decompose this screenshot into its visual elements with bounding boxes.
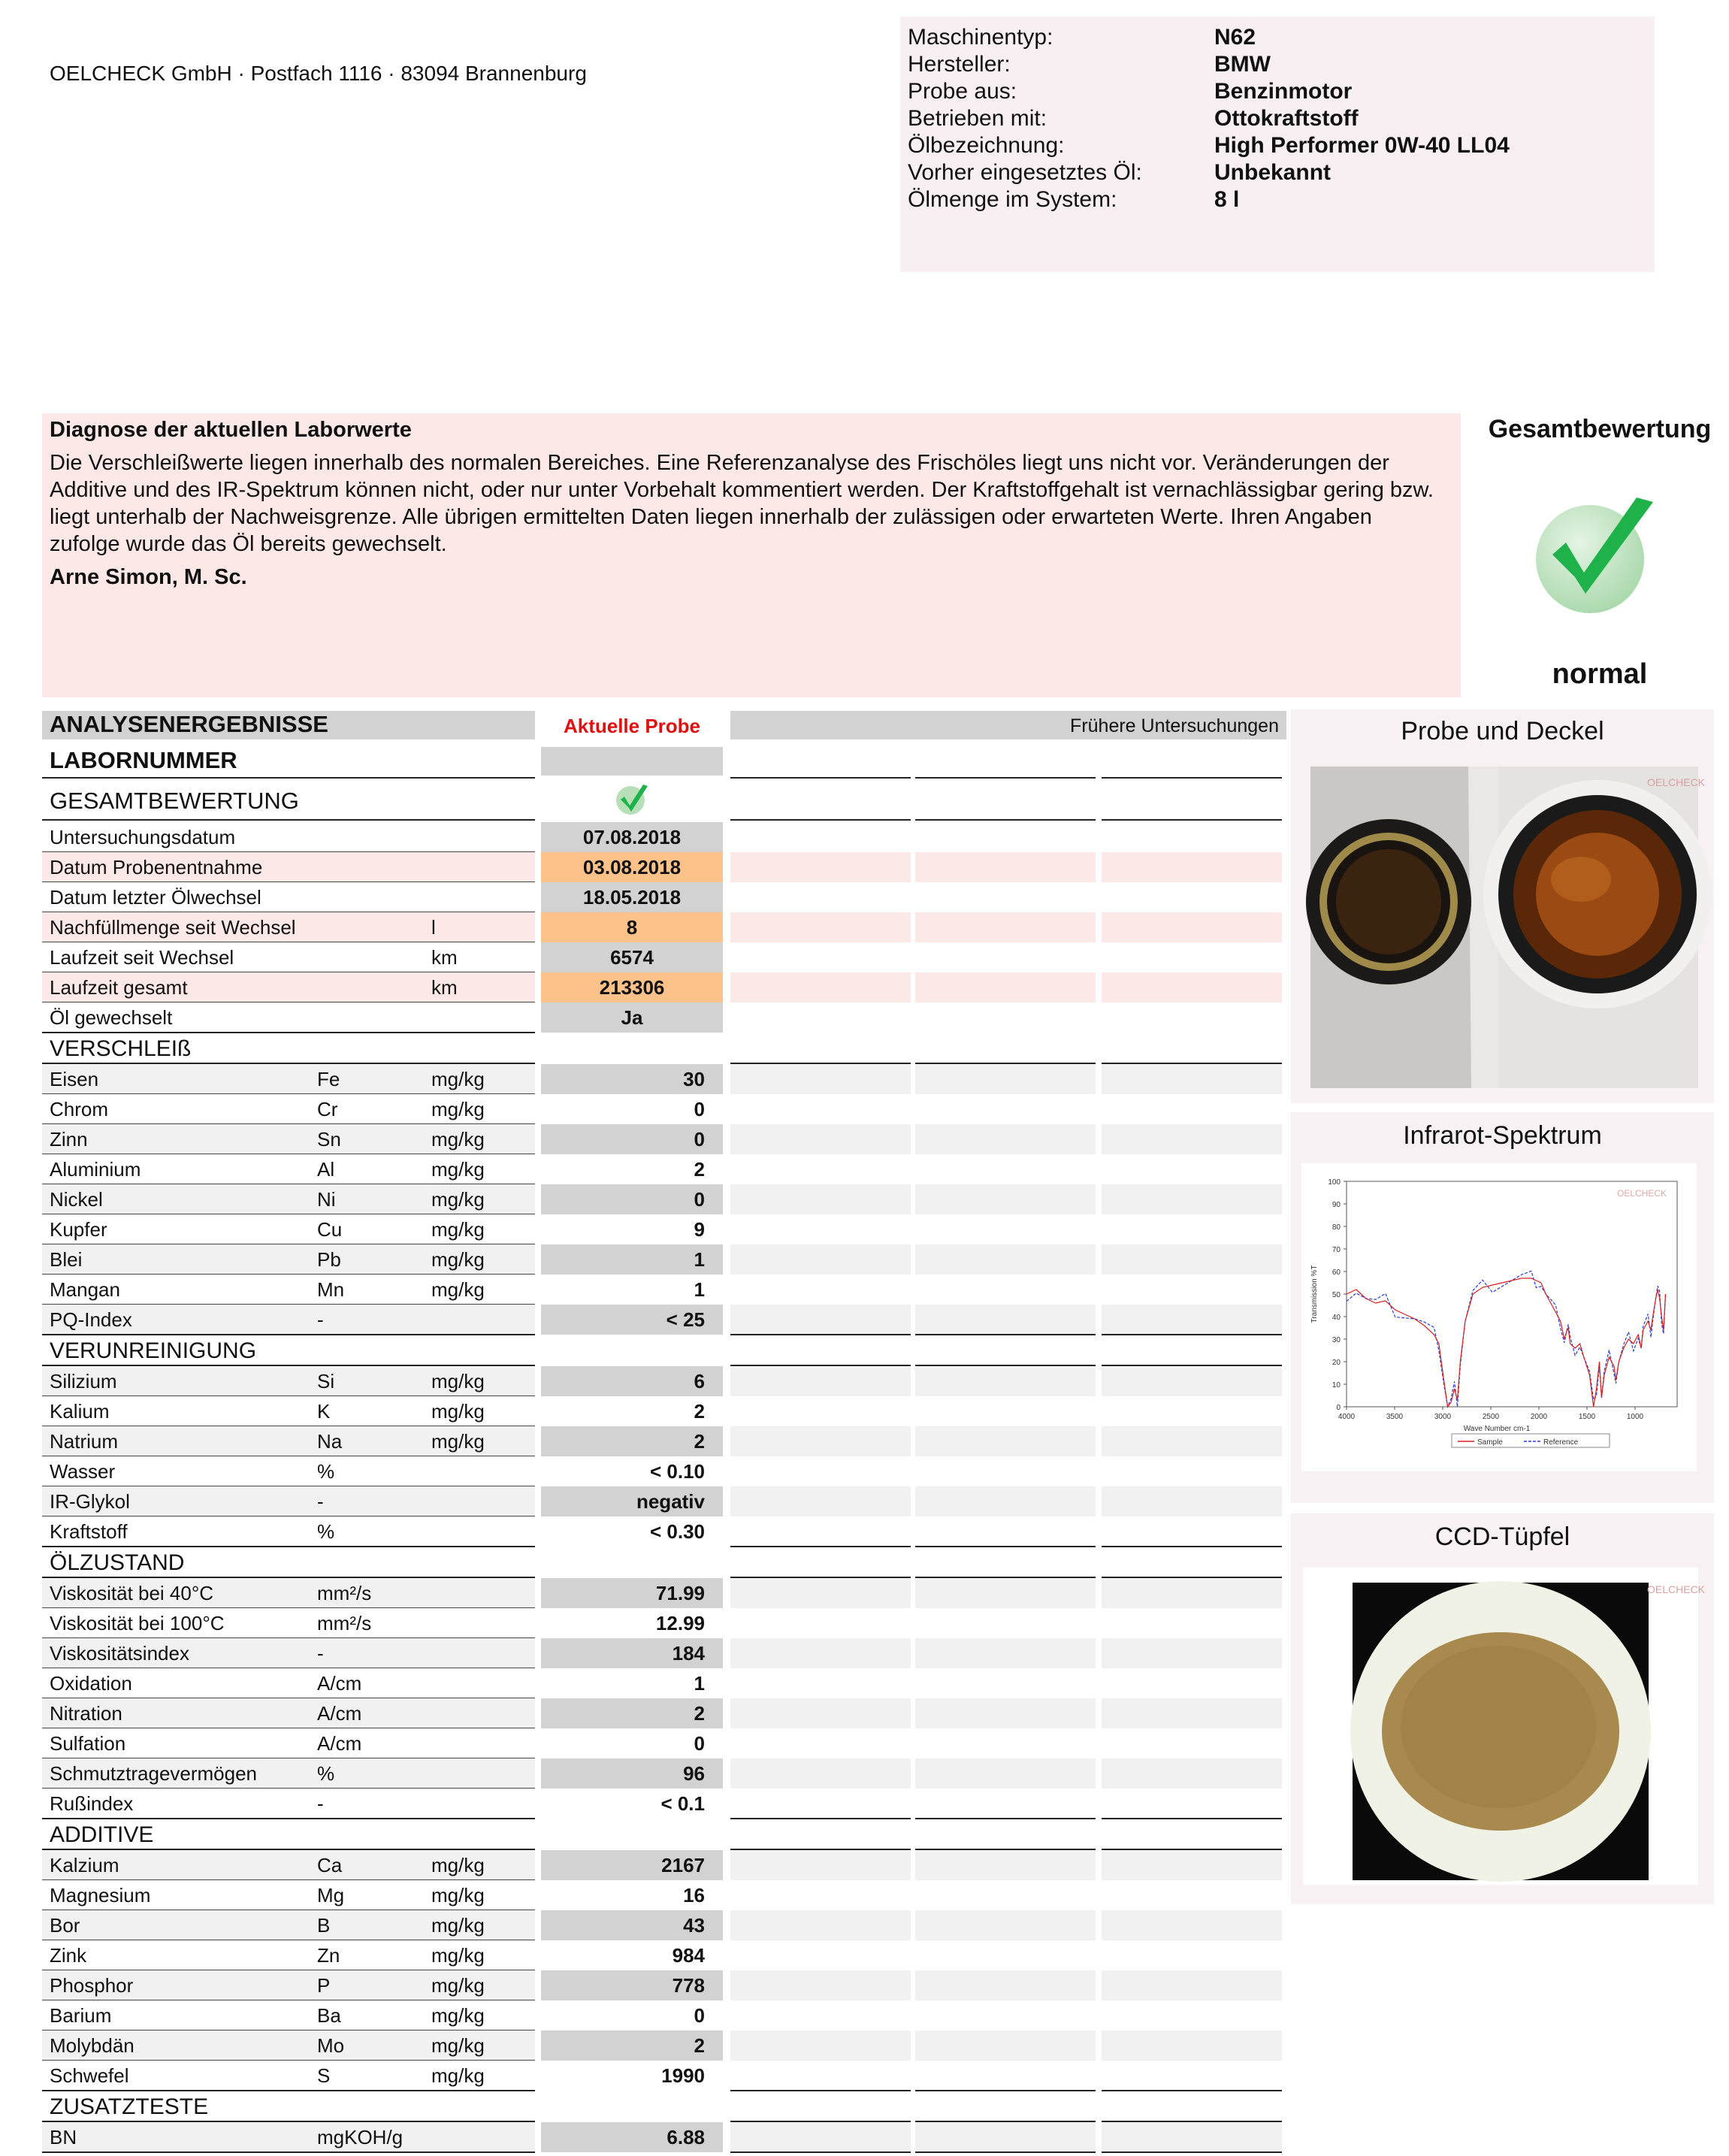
previous-cell-bg — [730, 1064, 911, 1094]
machine-value: Benzinmotor — [1214, 79, 1353, 104]
previous-cell-bg — [1102, 852, 1282, 882]
row-divider — [730, 2151, 911, 2153]
row-divider — [1102, 777, 1282, 779]
parameter-symbol: - — [317, 1792, 324, 1815]
x-tick-label: 1000 — [1626, 1413, 1644, 1421]
previous-cell-bg — [915, 1970, 1096, 2000]
parameter-value: 1 — [694, 1672, 705, 1695]
parameter-symbol: Ba — [317, 2004, 341, 2027]
previous-cell-bg — [915, 1124, 1096, 1154]
parameter-value: < 0.10 — [649, 1460, 705, 1483]
parameter-value: 71.99 — [655, 1582, 705, 1604]
parameter-value: < 0.1 — [660, 1792, 705, 1815]
parameter-unit: mg/kg — [431, 2064, 485, 2087]
watermark: OELCHECK — [1647, 1583, 1706, 1595]
parameter-value: < 0.30 — [649, 1520, 705, 1543]
legend-box — [1452, 1434, 1610, 1447]
previous-cell-bg — [730, 1124, 911, 1154]
parameter-name: Aluminium — [50, 1158, 141, 1181]
photo-panel — [1291, 709, 1714, 1103]
machine-label: Vorher eingesetztes Öl: — [908, 160, 1142, 185]
previous-cell-bg — [730, 1486, 911, 1516]
section-title: ADDITIVE — [50, 1822, 154, 1847]
parameter-name: Oxidation — [50, 1672, 132, 1695]
parameter-unit: mg/kg — [431, 1430, 485, 1453]
parameter-unit: mg/kg — [431, 1914, 485, 1937]
parameter-name: Zink — [50, 1944, 87, 1967]
previous-cell-bg — [915, 1578, 1096, 1608]
previous-cell-bg — [1102, 1064, 1282, 1094]
parameter-value: 0 — [694, 1188, 705, 1211]
machine-value: BMW — [1214, 52, 1271, 77]
previous-cell-bg — [915, 1366, 1096, 1396]
parameter-symbol: A/cm — [317, 1672, 362, 1695]
previous-cell-bg — [730, 1758, 911, 1789]
parameter-name: Kraftstoff — [50, 1520, 128, 1543]
parameter-name: Schmutztragevermögen — [50, 1762, 258, 1785]
overall-status: normal — [1552, 658, 1648, 690]
y-tick-label: 30 — [1332, 1336, 1341, 1344]
y-tick-label: 100 — [1328, 1178, 1341, 1187]
parameter-value: 2 — [694, 2034, 705, 2057]
parameter-symbol: Mn — [317, 1278, 345, 1301]
row-divider — [915, 2151, 1096, 2153]
parameter-name: Chrom — [50, 1098, 109, 1120]
row-divider — [915, 1818, 1096, 1819]
previous-cell-bg — [1102, 1486, 1282, 1516]
previous-cell-bg — [1102, 1426, 1282, 1456]
row-divider — [1102, 1334, 1282, 1335]
parameter-value: 18.05.2018 — [582, 886, 682, 909]
ir-panel — [1291, 1112, 1714, 1503]
x-tick-label: 1500 — [1578, 1413, 1596, 1421]
machine-info-box — [900, 17, 1655, 272]
previous-cell-bg — [1102, 1970, 1282, 2000]
row-divider — [915, 1334, 1096, 1335]
parameter-symbol: A/cm — [317, 1732, 362, 1755]
y-tick-label: 80 — [1332, 1223, 1341, 1232]
parameter-value: negativ — [636, 1490, 705, 1513]
parameter-unit: km — [431, 976, 458, 999]
watermark: OELCHECK — [1647, 776, 1706, 788]
parameter-value: 0 — [694, 1732, 705, 1755]
parameter-name: PQ-Index — [50, 1308, 132, 1331]
legend-label-reference: Reference — [1543, 1438, 1579, 1447]
previous-cell-bg — [730, 912, 911, 942]
parameter-name: Phosphor — [50, 1974, 134, 1997]
previous-cell-bg — [730, 1366, 911, 1396]
previous-cell-bg — [1102, 1910, 1282, 1940]
parameter-name: Nachfüllmenge seit Wechsel — [50, 916, 296, 939]
parameter-unit: l — [431, 916, 436, 939]
parameter-name: Untersuchungsdatum — [50, 826, 236, 848]
parameter-name: Blei — [50, 1248, 83, 1271]
row-divider — [42, 1546, 535, 1547]
x-tick-label: 2000 — [1530, 1413, 1548, 1421]
parameter-name: Rußindex — [50, 1792, 134, 1815]
parameter-symbol: - — [317, 1642, 324, 1665]
row-divider — [42, 777, 535, 779]
row-divider — [730, 2090, 911, 2091]
parameter-symbol: Si — [317, 1370, 335, 1392]
parameter-symbol: Cu — [317, 1218, 343, 1241]
machine-value: 8 l — [1214, 187, 1240, 212]
parameter-value: 984 — [672, 1944, 705, 1967]
previous-cell-bg — [915, 2031, 1096, 2061]
y-axis-label: Transmission %T — [1310, 1265, 1319, 1323]
parameter-value: 2167 — [661, 1854, 705, 1876]
parameter-name: Nitration — [50, 1702, 122, 1725]
parameter-value: 2 — [694, 1430, 705, 1453]
y-tick-label: 60 — [1332, 1269, 1341, 1277]
diagnosis-signature: Arne Simon, M. Sc. — [50, 565, 247, 589]
row-divider — [1102, 2151, 1282, 2153]
previous-cell-bg — [1102, 1366, 1282, 1396]
row-divider — [1102, 1818, 1282, 1819]
parameter-unit: mg/kg — [431, 1974, 485, 1997]
parameter-symbol: Ca — [317, 1854, 343, 1876]
parameter-name: Silizium — [50, 1370, 117, 1392]
parameter-symbol: Mg — [317, 1884, 345, 1907]
parameter-symbol: Fe — [317, 1068, 340, 1090]
row-divider — [42, 1032, 535, 1033]
parameter-unit: mg/kg — [431, 2004, 485, 2027]
parameter-value: 1990 — [661, 2064, 705, 2087]
previous-cell-bg — [915, 1758, 1096, 1789]
diagnosis-title: Diagnose der aktuellen Laborwerte — [50, 418, 412, 442]
previous-cell-bg — [915, 1910, 1096, 1940]
parameter-value: 43 — [683, 1914, 705, 1937]
parameter-value: 184 — [672, 1642, 705, 1665]
ccd-panel — [1291, 1513, 1714, 1904]
parameter-name: Kalium — [50, 1400, 110, 1423]
parameter-name: Molybdän — [50, 2034, 135, 2057]
parameter-name: Viskosität bei 40°C — [50, 1582, 214, 1604]
parameter-symbol: A/cm — [317, 1702, 362, 1725]
previous-cell-bg — [915, 972, 1096, 1002]
previous-cell-bg — [1102, 2122, 1282, 2152]
overall-title: Gesamtbewertung — [1488, 415, 1712, 443]
machine-value: Unbekannt — [1214, 160, 1332, 185]
previous-cell-bg — [1102, 1244, 1282, 1275]
previous-cell-bg — [1102, 1184, 1282, 1214]
parameter-symbol: Sn — [317, 1128, 341, 1151]
diagnosis-text: Die Verschleißwerte liegen innerhalb des normalen Bereiches. Eine Referenzanalyse des Frischöles liegt uns nicht vor. Veränderungen der Additive und des IR-Spektrum können nicht, oder nur unter Vorbehalt kommentiert werden. Der Kraftstoffgehalt ist vernachlässigbar gering bzw. liegt unterhalb der Nachweisgrenze. Alle übrigen ermittelten Daten liegen innerhalb der zulässigen oder erwarteten Werte. Ihren Angaben zufolge wurde das Öl bereits gewechselt. — [50, 451, 1434, 556]
parameter-value: 96 — [683, 1762, 705, 1785]
parameter-name: Datum letzter Ölwechsel — [50, 886, 261, 909]
previous-cell-bg — [1102, 1305, 1282, 1335]
previous-cell-bg — [915, 852, 1096, 882]
parameter-symbol: % — [317, 1762, 335, 1785]
row-bg — [42, 2122, 535, 2152]
parameter-symbol: Pb — [317, 1248, 341, 1271]
parameter-unit: mg/kg — [431, 1188, 485, 1211]
parameter-unit: mg/kg — [431, 1370, 485, 1392]
photo-panel-title: Probe und Deckel — [1401, 717, 1604, 745]
parameter-symbol: - — [317, 1308, 324, 1331]
previous-cell-bg — [730, 852, 911, 882]
y-tick-label: 70 — [1332, 1246, 1341, 1254]
parameter-symbol: B — [317, 1914, 331, 1937]
parameter-name: Zinn — [50, 1128, 88, 1151]
row-divider — [1102, 2090, 1282, 2091]
previous-cell-bg — [730, 972, 911, 1002]
parameter-symbol: K — [317, 1400, 331, 1423]
row-divider — [915, 2090, 1096, 2091]
x-tick-label: 3500 — [1386, 1413, 1404, 1421]
parameter-symbol: % — [317, 1520, 335, 1543]
y-tick-label: 90 — [1332, 1201, 1341, 1209]
parameter-symbol: Al — [317, 1158, 335, 1181]
machine-label: Ölbezeichnung: — [908, 133, 1065, 158]
machine-label: Probe aus: — [908, 79, 1017, 104]
previous-cell-bg — [730, 1426, 911, 1456]
parameter-value: 9 — [694, 1218, 705, 1241]
row-divider — [730, 819, 911, 821]
parameter-symbol: % — [317, 1460, 335, 1483]
sample-photo — [1310, 767, 1706, 1088]
row-divider — [42, 1334, 535, 1335]
previous-cell-bg — [730, 1910, 911, 1940]
previous-cell-bg — [915, 1064, 1096, 1094]
x-tick-label: 2500 — [1482, 1413, 1500, 1421]
previous-cell-bg — [915, 1698, 1096, 1728]
previous-tests-label: Frühere Untersuchungen — [1070, 715, 1279, 736]
parameter-unit: mg/kg — [431, 1128, 485, 1151]
parameter-value: 07.08.2018 — [582, 826, 682, 848]
previous-cell-bg — [730, 1184, 911, 1214]
parameter-symbol: mm²/s — [317, 1582, 372, 1604]
parameter-symbol: Ni — [317, 1188, 336, 1211]
previous-cell-bg — [1102, 1638, 1282, 1668]
parameter-value: 2 — [694, 1158, 705, 1181]
parameter-unit: mg/kg — [431, 1278, 485, 1301]
ccd-panel-title: CCD-Tüpfel — [1434, 1523, 1570, 1551]
parameter-symbol: Cr — [317, 1098, 338, 1120]
machine-label: Hersteller: — [908, 52, 1011, 77]
check-icon — [1531, 488, 1659, 616]
parameter-name: Magnesium — [50, 1884, 151, 1907]
parameter-value: < 25 — [666, 1308, 705, 1331]
parameter-unit: mg/kg — [431, 1068, 485, 1090]
ccd-spot-image — [1303, 1568, 1706, 1885]
current-sample-label: Aktuelle Probe — [563, 715, 701, 737]
parameter-name: Kupfer — [50, 1218, 107, 1241]
watermark: OELCHECK — [1617, 1188, 1667, 1199]
x-tick-label: 3000 — [1434, 1413, 1452, 1421]
parameter-name: Bor — [50, 1914, 80, 1937]
parameter-value: 6 — [694, 1370, 705, 1392]
parameter-name: Öl gewechselt — [50, 1006, 173, 1029]
parameter-value: 0 — [694, 2004, 705, 2027]
previous-cell-bg — [915, 1305, 1096, 1335]
previous-cell-bg — [1102, 1578, 1282, 1608]
y-tick-label: 0 — [1336, 1404, 1341, 1412]
previous-cell-bg — [1102, 972, 1282, 1002]
machine-value: Ottokraftstoff — [1214, 106, 1359, 131]
parameter-symbol: - — [317, 1490, 324, 1513]
previous-cell-bg — [730, 1578, 911, 1608]
row-divider — [42, 1818, 535, 1819]
diagnosis-box — [42, 413, 1461, 697]
parameter-name: Viskosität bei 100°C — [50, 1612, 225, 1634]
previous-cell-bg — [915, 1850, 1096, 1880]
overall-label: GESAMTBEWERTUNG — [50, 788, 299, 814]
row-divider — [42, 2090, 535, 2091]
parameter-unit: mg/kg — [431, 1884, 485, 1907]
parameter-value: 0 — [694, 1098, 705, 1120]
machine-label: Maschinentyp: — [908, 25, 1053, 50]
parameter-unit: mg/kg — [431, 1158, 485, 1181]
previous-cell-bg — [915, 912, 1096, 942]
row-divider — [1102, 819, 1282, 821]
previous-cell-bg — [730, 1970, 911, 2000]
x-axis-label: Wave Number cm-1 — [1463, 1425, 1531, 1433]
parameter-value: 6574 — [610, 946, 654, 969]
parameter-value: 30 — [683, 1068, 705, 1090]
parameter-value: 12.99 — [655, 1612, 705, 1634]
row-divider — [915, 1546, 1096, 1547]
previous-cell-bg — [915, 1244, 1096, 1275]
parameter-unit: mg/kg — [431, 1248, 485, 1271]
parameter-name: Mangan — [50, 1278, 120, 1301]
parameter-value: 03.08.2018 — [582, 856, 682, 878]
machine-value: High Performer 0W-40 LL04 — [1214, 133, 1510, 158]
parameter-symbol: S — [317, 2064, 331, 2087]
previous-cell-bg — [1102, 912, 1282, 942]
parameter-unit: km — [431, 946, 458, 969]
parameter-symbol: Mo — [317, 2034, 345, 2057]
parameter-unit: mg/kg — [431, 1400, 485, 1423]
y-tick-label: 50 — [1332, 1291, 1341, 1299]
labnumber-label: LABORNUMMER — [50, 747, 237, 773]
parameter-name: Laufzeit seit Wechsel — [50, 946, 234, 969]
previous-cell-bg — [1102, 1758, 1282, 1789]
parameter-value: 0 — [694, 1128, 705, 1151]
parameter-symbol: mm²/s — [317, 1612, 372, 1634]
parameter-name: Sulfation — [50, 1732, 126, 1755]
parameter-name: Datum Probenentnahme — [50, 856, 263, 878]
parameter-value: 6.88 — [667, 2126, 705, 2148]
parameter-symbol: Na — [317, 1430, 343, 1453]
row-divider — [730, 1818, 911, 1819]
parameter-unit: mg/kg — [431, 1098, 485, 1120]
parameter-value: 2 — [694, 1702, 705, 1725]
parameter-name: Eisen — [50, 1068, 99, 1090]
previous-cell-bg — [730, 2031, 911, 2061]
section-title: VERSCHLEIß — [50, 1036, 192, 1061]
parameter-value: 1 — [694, 1278, 705, 1301]
parameter-name: IR-Glykol — [50, 1490, 130, 1513]
parameter-unit: mg/kg — [431, 1944, 485, 1967]
parameter-unit: mg/kg — [431, 1218, 485, 1241]
row-divider — [915, 777, 1096, 779]
previous-cell-bg — [1102, 1124, 1282, 1154]
ir-spectrum-chart — [1301, 1163, 1697, 1471]
parameter-value: 8 — [626, 916, 638, 939]
row-divider — [730, 777, 911, 779]
previous-cell-bg — [730, 1850, 911, 1880]
previous-cell-bg — [915, 1184, 1096, 1214]
parameter-name: Barium — [50, 2004, 112, 2027]
previous-cell-bg — [730, 1638, 911, 1668]
previous-cell-bg — [1102, 1698, 1282, 1728]
machine-value: N62 — [1214, 25, 1256, 50]
parameter-name: Nickel — [50, 1188, 103, 1211]
parameter-name: Viskositätsindex — [50, 1642, 189, 1665]
sender-address: OELCHECK GmbH · Postfach 1116 · 83094 Brannenburg — [50, 62, 587, 85]
previous-cell-bg — [1102, 2031, 1282, 2061]
previous-cell-bg — [1102, 1850, 1282, 1880]
parameter-name: Natrium — [50, 1430, 119, 1453]
parameter-name: Schwefel — [50, 2064, 129, 2087]
parameter-value: 16 — [683, 1884, 705, 1907]
machine-label: Betrieben mit: — [908, 106, 1047, 131]
parameter-value: Ja — [621, 1006, 643, 1029]
section-title: ÖLZUSTAND — [50, 1550, 185, 1575]
row-divider — [1102, 1546, 1282, 1547]
y-tick-label: 10 — [1332, 1381, 1341, 1389]
parameter-value: 2 — [694, 1400, 705, 1423]
parameter-value: 213306 — [599, 976, 665, 999]
previous-cell-bg — [730, 1305, 911, 1335]
machine-label: Ölmenge im System: — [908, 187, 1117, 212]
parameter-name: Laufzeit gesamt — [50, 976, 188, 999]
parameter-symbol: mgKOH/g — [317, 2126, 404, 2148]
previous-cell-bg — [730, 2122, 911, 2152]
previous-cell-bg — [730, 1244, 911, 1275]
row-divider — [42, 2151, 535, 2153]
section-title: ZUSATZTESTE — [50, 2094, 209, 2119]
parameter-unit: mg/kg — [431, 1854, 485, 1876]
y-tick-label: 20 — [1332, 1359, 1341, 1367]
table-check-icon — [615, 782, 649, 816]
row-divider — [730, 1334, 911, 1335]
y-tick-label: 40 — [1332, 1314, 1341, 1322]
table-header: ANALYSENERGEBNISSE — [50, 711, 328, 737]
parameter-value: 778 — [672, 1974, 705, 1997]
previous-cell-bg — [915, 1486, 1096, 1516]
previous-cell-bg — [915, 1638, 1096, 1668]
parameter-name: Wasser — [50, 1460, 116, 1483]
parameter-symbol: Zn — [317, 1944, 340, 1967]
parameter-name: Kalzium — [50, 1854, 119, 1876]
row-divider — [42, 819, 535, 821]
ir-panel-title: Infrarot-Spektrum — [1403, 1121, 1602, 1150]
legend-label-sample: Sample — [1477, 1438, 1503, 1447]
section-title: VERUNREINIGUNG — [50, 1338, 257, 1363]
parameter-name: BN — [50, 2126, 77, 2148]
previous-cell-bg — [915, 2122, 1096, 2152]
x-tick-label: 4000 — [1338, 1413, 1356, 1421]
row-divider — [730, 1546, 911, 1547]
row-divider — [915, 819, 1096, 821]
parameter-symbol: P — [317, 1974, 331, 1997]
previous-cell-bg — [915, 1426, 1096, 1456]
parameter-value: 1 — [694, 1248, 705, 1271]
parameter-unit: mg/kg — [431, 2034, 485, 2057]
previous-cell-bg — [730, 1698, 911, 1728]
labnumber-value-cell — [541, 747, 723, 776]
